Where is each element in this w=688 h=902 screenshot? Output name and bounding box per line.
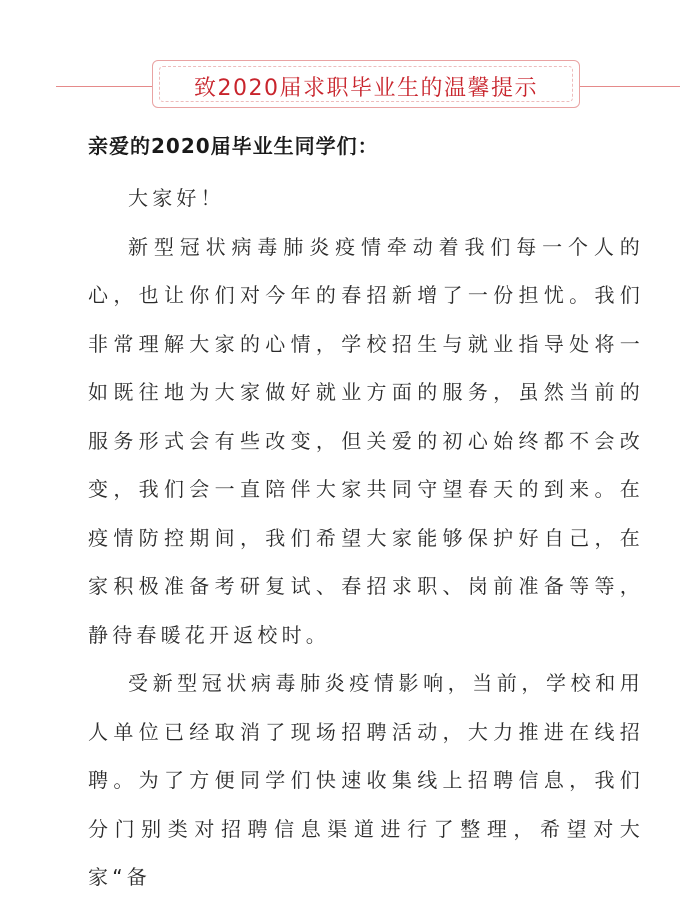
- salutation: 亲爱的2020届毕业生同学们：: [88, 134, 379, 158]
- title-divider-right: [580, 86, 680, 87]
- paragraph-recruitment: 受新型冠状病毒肺炎疫情影响，当前，学校和用人单位已经取消了现场招聘活动，大力推进在线招聘。为了方便同学们快速收集线上招聘信息，我们分门别类对招聘信息渠道进行了整理，希望对大家“备: [88, 671, 644, 889]
- title-frame: [152, 60, 580, 108]
- paragraph-intro: 新型冠状病毒肺炎疫情牵动着我们每一个人的心，也让你们对今年的春招新增了一份担忧。我们非常理解大家的心情，学校招生与就业指导处将一如既往地为大家做好就业方面的服务，虽然当前的服务形式会有些改变，但关爱的初心始终都不会改变，我们会一直陪伴大家共同守望春天的到来。在疫情防控期间，我们希望大家能够保护好自己，在家积极准备考研复试、春招求职、岗前准备等等，静待春暖花开返校时。: [88, 234, 644, 647]
- title-banner: [0, 60, 688, 112]
- page-title: 致2020届求职毕业生的温馨提示: [194, 76, 538, 101]
- letter-body: [88, 174, 644, 902]
- title-divider-left: [56, 86, 160, 87]
- paragraph-hello: 大家好！: [128, 186, 225, 210]
